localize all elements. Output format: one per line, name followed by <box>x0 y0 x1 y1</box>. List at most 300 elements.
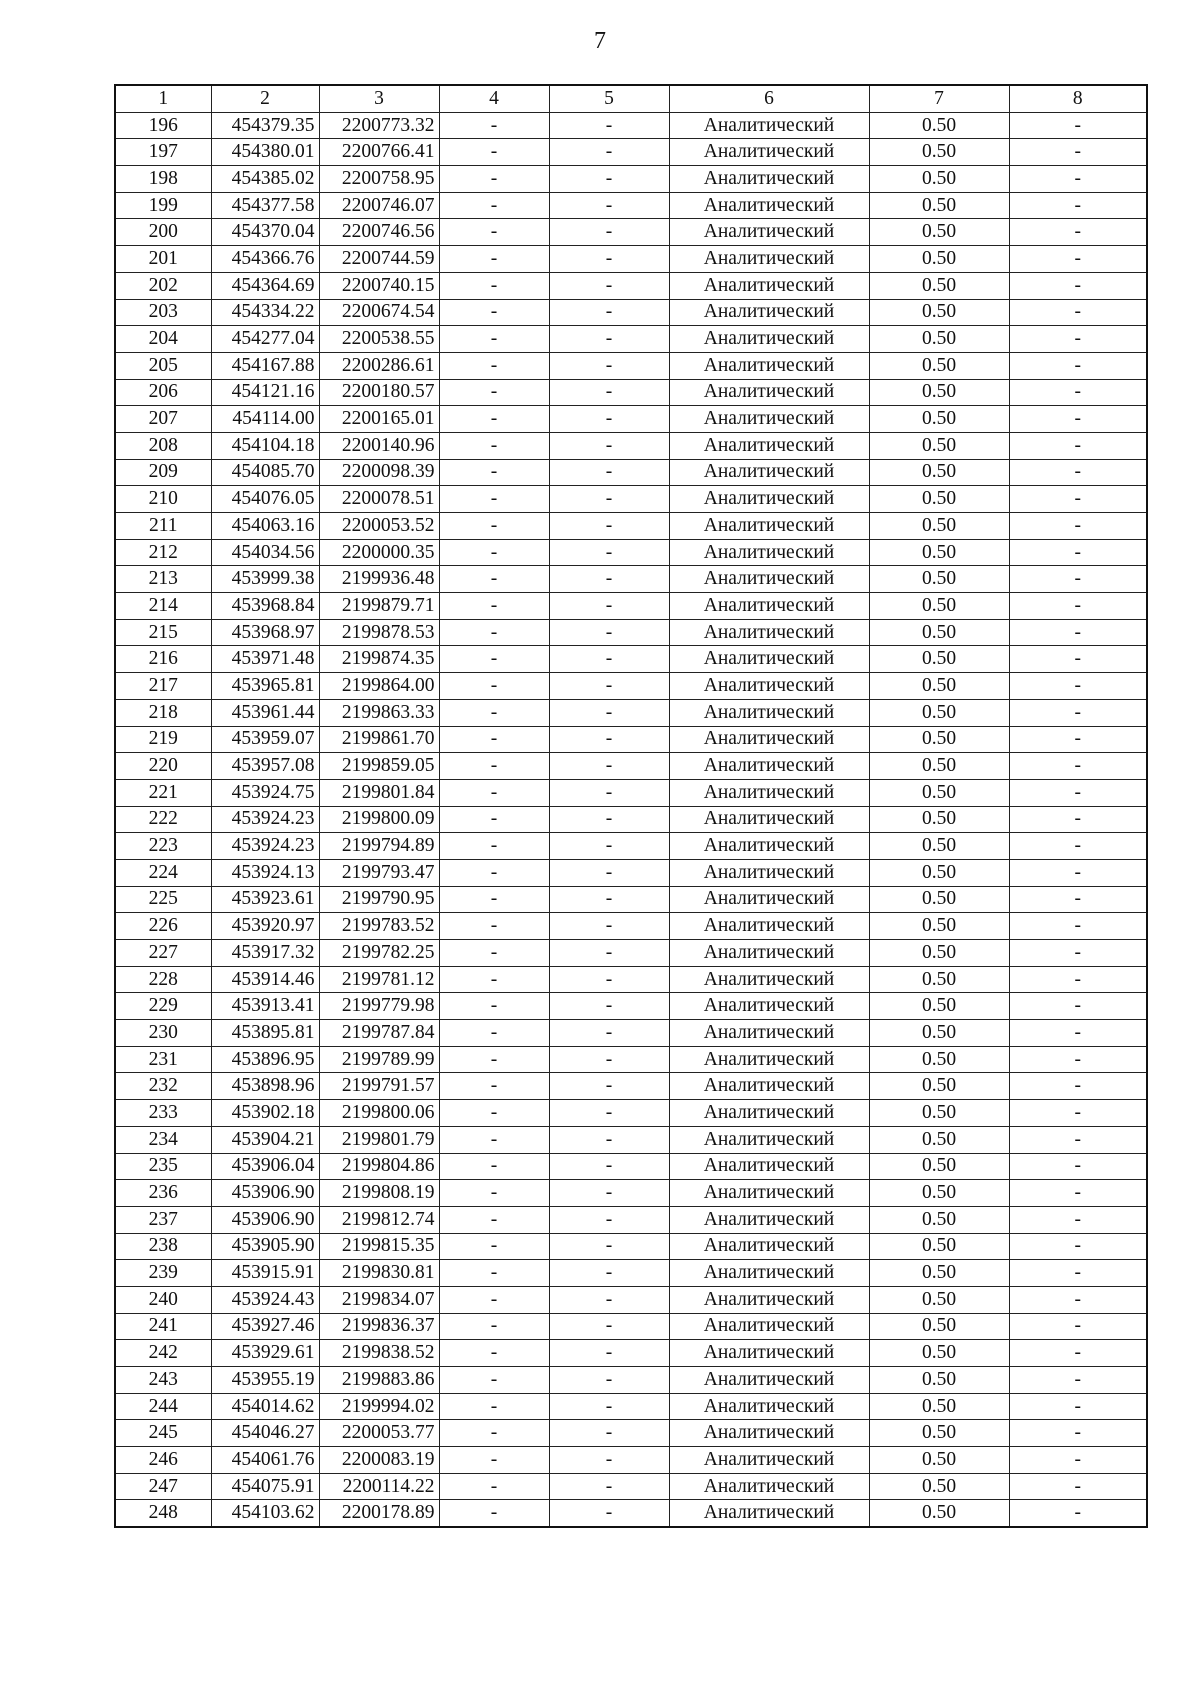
col8-cell: - <box>1009 459 1147 486</box>
y-coordinate-cell: 2200078.51 <box>319 486 439 513</box>
x-coordinate-cell: 453917.32 <box>211 940 319 967</box>
x-coordinate-cell: 454014.62 <box>211 1393 319 1420</box>
accuracy-cell: 0.50 <box>869 1367 1009 1394</box>
accuracy-cell: 0.50 <box>869 1500 1009 1527</box>
col5-cell: - <box>549 486 669 513</box>
method-cell: Аналитический <box>669 753 869 780</box>
accuracy-cell: 0.50 <box>869 459 1009 486</box>
point-number-cell: 207 <box>115 406 211 433</box>
accuracy-cell: 0.50 <box>869 406 1009 433</box>
col4-cell: - <box>439 1367 549 1394</box>
point-number-cell: 196 <box>115 112 211 139</box>
col4-cell: - <box>439 1073 549 1100</box>
point-number-cell: 204 <box>115 326 211 353</box>
col4-cell: - <box>439 1260 549 1287</box>
x-coordinate-cell: 453929.61 <box>211 1340 319 1367</box>
accuracy-cell: 0.50 <box>869 1447 1009 1474</box>
col4-cell: - <box>439 1447 549 1474</box>
col4-cell: - <box>439 513 549 540</box>
table-row <box>115 779 1147 806</box>
point-number-cell: 244 <box>115 1393 211 1420</box>
method-cell: Аналитический <box>669 966 869 993</box>
col4-cell: - <box>439 1286 549 1313</box>
y-coordinate-cell: 2199878.53 <box>319 619 439 646</box>
accuracy-cell: 0.50 <box>869 192 1009 219</box>
accuracy-cell: 0.50 <box>869 1393 1009 1420</box>
y-coordinate-cell: 2200674.54 <box>319 299 439 326</box>
point-number-cell: 229 <box>115 993 211 1020</box>
col8-cell: - <box>1009 1260 1147 1287</box>
method-cell: Аналитический <box>669 1340 869 1367</box>
method-cell: Аналитический <box>669 1100 869 1127</box>
accuracy-cell: 0.50 <box>869 779 1009 806</box>
method-cell: Аналитический <box>669 299 869 326</box>
method-cell: Аналитический <box>669 1180 869 1207</box>
accuracy-cell: 0.50 <box>869 833 1009 860</box>
x-coordinate-cell: 453913.41 <box>211 993 319 1020</box>
x-coordinate-cell: 453924.23 <box>211 833 319 860</box>
col4-cell: - <box>439 940 549 967</box>
accuracy-cell: 0.50 <box>869 166 1009 193</box>
col8-cell: - <box>1009 1367 1147 1394</box>
point-number-cell: 234 <box>115 1126 211 1153</box>
col8-cell: - <box>1009 539 1147 566</box>
point-number-cell: 235 <box>115 1153 211 1180</box>
col5-cell: - <box>549 192 669 219</box>
column-header: 3 <box>319 85 439 112</box>
y-coordinate-cell: 2200746.56 <box>319 219 439 246</box>
point-number-cell: 200 <box>115 219 211 246</box>
accuracy-cell: 0.50 <box>869 1126 1009 1153</box>
col4-cell: - <box>439 753 549 780</box>
col8-cell: - <box>1009 406 1147 433</box>
method-cell: Аналитический <box>669 139 869 166</box>
table-row <box>115 566 1147 593</box>
point-number-cell: 222 <box>115 806 211 833</box>
col4-cell: - <box>439 432 549 459</box>
y-coordinate-cell: 2199793.47 <box>319 859 439 886</box>
col8-cell: - <box>1009 1100 1147 1127</box>
point-number-cell: 201 <box>115 246 211 273</box>
col5-cell: - <box>549 1500 669 1527</box>
col5-cell: - <box>549 673 669 700</box>
method-cell: Аналитический <box>669 1286 869 1313</box>
col8-cell: - <box>1009 1126 1147 1153</box>
point-number-cell: 217 <box>115 673 211 700</box>
col8-cell: - <box>1009 1286 1147 1313</box>
y-coordinate-cell: 2199861.70 <box>319 726 439 753</box>
x-coordinate-cell: 454377.58 <box>211 192 319 219</box>
accuracy-cell: 0.50 <box>869 593 1009 620</box>
col8-cell: - <box>1009 913 1147 940</box>
method-cell: Аналитический <box>669 646 869 673</box>
y-coordinate-cell: 2199815.35 <box>319 1233 439 1260</box>
table-row <box>115 1046 1147 1073</box>
x-coordinate-cell: 453896.95 <box>211 1046 319 1073</box>
table-row <box>115 966 1147 993</box>
column-header: 2 <box>211 85 319 112</box>
method-cell: Аналитический <box>669 886 869 913</box>
table-row <box>115 1153 1147 1180</box>
method-cell: Аналитический <box>669 1420 869 1447</box>
table-row <box>115 379 1147 406</box>
col4-cell: - <box>439 459 549 486</box>
method-cell: Аналитический <box>669 673 869 700</box>
accuracy-cell: 0.50 <box>869 1420 1009 1447</box>
col8-cell: - <box>1009 272 1147 299</box>
method-cell: Аналитический <box>669 940 869 967</box>
table-row <box>115 940 1147 967</box>
point-number-cell: 211 <box>115 513 211 540</box>
col5-cell: - <box>549 1473 669 1500</box>
col8-cell: - <box>1009 352 1147 379</box>
col4-cell: - <box>439 566 549 593</box>
col4-cell: - <box>439 379 549 406</box>
col5-cell: - <box>549 566 669 593</box>
method-cell: Аналитический <box>669 1260 869 1287</box>
accuracy-cell: 0.50 <box>869 1206 1009 1233</box>
table-row <box>115 166 1147 193</box>
accuracy-cell: 0.50 <box>869 1340 1009 1367</box>
col8-cell: - <box>1009 673 1147 700</box>
col5-cell: - <box>549 166 669 193</box>
y-coordinate-cell: 2200286.61 <box>319 352 439 379</box>
table-row <box>115 272 1147 299</box>
accuracy-cell: 0.50 <box>869 1286 1009 1313</box>
accuracy-cell: 0.50 <box>869 673 1009 700</box>
col5-cell: - <box>549 806 669 833</box>
accuracy-cell: 0.50 <box>869 646 1009 673</box>
point-number-cell: 208 <box>115 432 211 459</box>
accuracy-cell: 0.50 <box>869 1073 1009 1100</box>
y-coordinate-cell: 2200053.77 <box>319 1420 439 1447</box>
col8-cell: - <box>1009 993 1147 1020</box>
col8-cell: - <box>1009 886 1147 913</box>
col5-cell: - <box>549 112 669 139</box>
x-coordinate-cell: 454061.76 <box>211 1447 319 1474</box>
table-row <box>115 1180 1147 1207</box>
y-coordinate-cell: 2199864.00 <box>319 673 439 700</box>
table-row <box>115 1206 1147 1233</box>
table-row <box>115 1367 1147 1394</box>
col5-cell: - <box>549 993 669 1020</box>
accuracy-cell: 0.50 <box>869 219 1009 246</box>
x-coordinate-cell: 453968.84 <box>211 593 319 620</box>
accuracy-cell: 0.50 <box>869 1473 1009 1500</box>
accuracy-cell: 0.50 <box>869 619 1009 646</box>
method-cell: Аналитический <box>669 352 869 379</box>
col4-cell: - <box>439 1206 549 1233</box>
table-row <box>115 139 1147 166</box>
col8-cell: - <box>1009 966 1147 993</box>
x-coordinate-cell: 454366.76 <box>211 246 319 273</box>
table-row <box>115 1473 1147 1500</box>
col4-cell: - <box>439 833 549 860</box>
method-cell: Аналитический <box>669 166 869 193</box>
point-number-cell: 231 <box>115 1046 211 1073</box>
column-header: 5 <box>549 85 669 112</box>
y-coordinate-cell: 2200766.41 <box>319 139 439 166</box>
y-coordinate-cell: 2200744.59 <box>319 246 439 273</box>
table-row <box>115 406 1147 433</box>
accuracy-cell: 0.50 <box>869 753 1009 780</box>
table-row <box>115 859 1147 886</box>
col8-cell: - <box>1009 726 1147 753</box>
x-coordinate-cell: 454104.18 <box>211 432 319 459</box>
col8-cell: - <box>1009 1313 1147 1340</box>
col5-cell: - <box>549 1206 669 1233</box>
accuracy-cell: 0.50 <box>869 993 1009 1020</box>
col5-cell: - <box>549 913 669 940</box>
x-coordinate-cell: 454076.05 <box>211 486 319 513</box>
method-cell: Аналитический <box>669 1153 869 1180</box>
method-cell: Аналитический <box>669 406 869 433</box>
point-number-cell: 227 <box>115 940 211 967</box>
method-cell: Аналитический <box>669 1073 869 1100</box>
col4-cell: - <box>439 539 549 566</box>
col8-cell: - <box>1009 486 1147 513</box>
x-coordinate-cell: 453965.81 <box>211 673 319 700</box>
col5-cell: - <box>549 646 669 673</box>
y-coordinate-cell: 2199834.07 <box>319 1286 439 1313</box>
col5-cell: - <box>549 326 669 353</box>
accuracy-cell: 0.50 <box>869 379 1009 406</box>
col5-cell: - <box>549 459 669 486</box>
col4-cell: - <box>439 619 549 646</box>
y-coordinate-cell: 2199838.52 <box>319 1340 439 1367</box>
col8-cell: - <box>1009 779 1147 806</box>
x-coordinate-cell: 453961.44 <box>211 699 319 726</box>
method-cell: Аналитический <box>669 1367 869 1394</box>
method-cell: Аналитический <box>669 833 869 860</box>
y-coordinate-cell: 2200165.01 <box>319 406 439 433</box>
method-cell: Аналитический <box>669 246 869 273</box>
accuracy-cell: 0.50 <box>869 566 1009 593</box>
point-number-cell: 214 <box>115 593 211 620</box>
col5-cell: - <box>549 1420 669 1447</box>
accuracy-cell: 0.50 <box>869 352 1009 379</box>
table-row <box>115 806 1147 833</box>
col5-cell: - <box>549 833 669 860</box>
col5-cell: - <box>549 272 669 299</box>
point-number-cell: 230 <box>115 1020 211 1047</box>
method-cell: Аналитический <box>669 379 869 406</box>
y-coordinate-cell: 2199836.37 <box>319 1313 439 1340</box>
col4-cell: - <box>439 1046 549 1073</box>
method-cell: Аналитический <box>669 432 869 459</box>
x-coordinate-cell: 453957.08 <box>211 753 319 780</box>
point-number-cell: 221 <box>115 779 211 806</box>
column-header: 1 <box>115 85 211 112</box>
table-row <box>115 1420 1147 1447</box>
y-coordinate-cell: 2199874.35 <box>319 646 439 673</box>
col8-cell: - <box>1009 646 1147 673</box>
method-cell: Аналитический <box>669 513 869 540</box>
col5-cell: - <box>549 139 669 166</box>
col4-cell: - <box>439 1313 549 1340</box>
col4-cell: - <box>439 326 549 353</box>
col4-cell: - <box>439 1393 549 1420</box>
y-coordinate-cell: 2199801.84 <box>319 779 439 806</box>
accuracy-cell: 0.50 <box>869 139 1009 166</box>
col4-cell: - <box>439 406 549 433</box>
column-header: 7 <box>869 85 1009 112</box>
x-coordinate-cell: 453904.21 <box>211 1126 319 1153</box>
column-header: 4 <box>439 85 549 112</box>
method-cell: Аналитический <box>669 326 869 353</box>
col5-cell: - <box>549 1340 669 1367</box>
col4-cell: - <box>439 726 549 753</box>
y-coordinate-cell: 2199794.89 <box>319 833 439 860</box>
accuracy-cell: 0.50 <box>869 940 1009 967</box>
y-coordinate-cell: 2200538.55 <box>319 326 439 353</box>
col4-cell: - <box>439 139 549 166</box>
accuracy-cell: 0.50 <box>869 1260 1009 1287</box>
method-cell: Аналитический <box>669 1206 869 1233</box>
y-coordinate-cell: 2199800.09 <box>319 806 439 833</box>
accuracy-cell: 0.50 <box>869 726 1009 753</box>
col8-cell: - <box>1009 299 1147 326</box>
col4-cell: - <box>439 1180 549 1207</box>
x-coordinate-cell: 454380.01 <box>211 139 319 166</box>
y-coordinate-cell: 2200114.22 <box>319 1473 439 1500</box>
col5-cell: - <box>549 1180 669 1207</box>
col5-cell: - <box>549 219 669 246</box>
method-cell: Аналитический <box>669 619 869 646</box>
method-cell: Аналитический <box>669 112 869 139</box>
table-row <box>115 833 1147 860</box>
col8-cell: - <box>1009 753 1147 780</box>
col4-cell: - <box>439 859 549 886</box>
x-coordinate-cell: 454075.91 <box>211 1473 319 1500</box>
point-number-cell: 246 <box>115 1447 211 1474</box>
x-coordinate-cell: 453905.90 <box>211 1233 319 1260</box>
col5-cell: - <box>549 699 669 726</box>
method-cell: Аналитический <box>669 1020 869 1047</box>
accuracy-cell: 0.50 <box>869 859 1009 886</box>
col4-cell: - <box>439 1340 549 1367</box>
col4-cell: - <box>439 1500 549 1527</box>
x-coordinate-cell: 454370.04 <box>211 219 319 246</box>
y-coordinate-cell: 2199783.52 <box>319 913 439 940</box>
method-cell: Аналитический <box>669 993 869 1020</box>
col4-cell: - <box>439 1126 549 1153</box>
method-cell: Аналитический <box>669 806 869 833</box>
col8-cell: - <box>1009 1393 1147 1420</box>
y-coordinate-cell: 2200098.39 <box>319 459 439 486</box>
table-row <box>115 619 1147 646</box>
point-number-cell: 239 <box>115 1260 211 1287</box>
method-cell: Аналитический <box>669 566 869 593</box>
method-cell: Аналитический <box>669 913 869 940</box>
method-cell: Аналитический <box>669 1233 869 1260</box>
method-cell: Аналитический <box>669 219 869 246</box>
table-row <box>115 219 1147 246</box>
col5-cell: - <box>549 1046 669 1073</box>
point-number-cell: 206 <box>115 379 211 406</box>
table-row <box>115 753 1147 780</box>
y-coordinate-cell: 2199859.05 <box>319 753 439 780</box>
x-coordinate-cell: 453924.13 <box>211 859 319 886</box>
accuracy-cell: 0.50 <box>869 432 1009 459</box>
col8-cell: - <box>1009 833 1147 860</box>
point-number-cell: 243 <box>115 1367 211 1394</box>
col4-cell: - <box>439 272 549 299</box>
col4-cell: - <box>439 806 549 833</box>
coordinates-table <box>114 84 1148 1528</box>
col5-cell: - <box>549 1393 669 1420</box>
accuracy-cell: 0.50 <box>869 966 1009 993</box>
accuracy-cell: 0.50 <box>869 1046 1009 1073</box>
point-number-cell: 212 <box>115 539 211 566</box>
accuracy-cell: 0.50 <box>869 486 1009 513</box>
col4-cell: - <box>439 966 549 993</box>
col8-cell: - <box>1009 192 1147 219</box>
y-coordinate-cell: 2199800.06 <box>319 1100 439 1127</box>
x-coordinate-cell: 453915.91 <box>211 1260 319 1287</box>
table-row <box>115 459 1147 486</box>
accuracy-cell: 0.50 <box>869 1100 1009 1127</box>
col4-cell: - <box>439 1020 549 1047</box>
table-row <box>115 1500 1147 1527</box>
col4-cell: - <box>439 646 549 673</box>
col4-cell: - <box>439 886 549 913</box>
accuracy-cell: 0.50 <box>869 1153 1009 1180</box>
point-number-cell: 247 <box>115 1473 211 1500</box>
col4-cell: - <box>439 1100 549 1127</box>
table-header-row <box>115 85 1147 112</box>
accuracy-cell: 0.50 <box>869 272 1009 299</box>
col4-cell: - <box>439 1233 549 1260</box>
col4-cell: - <box>439 993 549 1020</box>
y-coordinate-cell: 2200140.96 <box>319 432 439 459</box>
y-coordinate-cell: 2199863.33 <box>319 699 439 726</box>
table-row <box>115 1286 1147 1313</box>
x-coordinate-cell: 453927.46 <box>211 1313 319 1340</box>
point-number-cell: 241 <box>115 1313 211 1340</box>
table-row <box>115 192 1147 219</box>
col8-cell: - <box>1009 1046 1147 1073</box>
point-number-cell: 219 <box>115 726 211 753</box>
table-row <box>115 1447 1147 1474</box>
x-coordinate-cell: 453924.75 <box>211 779 319 806</box>
col4-cell: - <box>439 219 549 246</box>
point-number-cell: 226 <box>115 913 211 940</box>
accuracy-cell: 0.50 <box>869 699 1009 726</box>
col5-cell: - <box>549 1073 669 1100</box>
col8-cell: - <box>1009 246 1147 273</box>
y-coordinate-cell: 2199804.86 <box>319 1153 439 1180</box>
accuracy-cell: 0.50 <box>869 886 1009 913</box>
x-coordinate-cell: 453920.97 <box>211 913 319 940</box>
column-header: 6 <box>669 85 869 112</box>
x-coordinate-cell: 454085.70 <box>211 459 319 486</box>
table-row <box>115 593 1147 620</box>
col5-cell: - <box>549 432 669 459</box>
point-number-cell: 205 <box>115 352 211 379</box>
col8-cell: - <box>1009 1180 1147 1207</box>
x-coordinate-cell: 454063.16 <box>211 513 319 540</box>
col8-cell: - <box>1009 699 1147 726</box>
col5-cell: - <box>549 352 669 379</box>
col8-cell: - <box>1009 1340 1147 1367</box>
col5-cell: - <box>549 299 669 326</box>
y-coordinate-cell: 2199801.79 <box>319 1126 439 1153</box>
method-cell: Аналитический <box>669 539 869 566</box>
accuracy-cell: 0.50 <box>869 246 1009 273</box>
method-cell: Аналитический <box>669 486 869 513</box>
table-row <box>115 886 1147 913</box>
